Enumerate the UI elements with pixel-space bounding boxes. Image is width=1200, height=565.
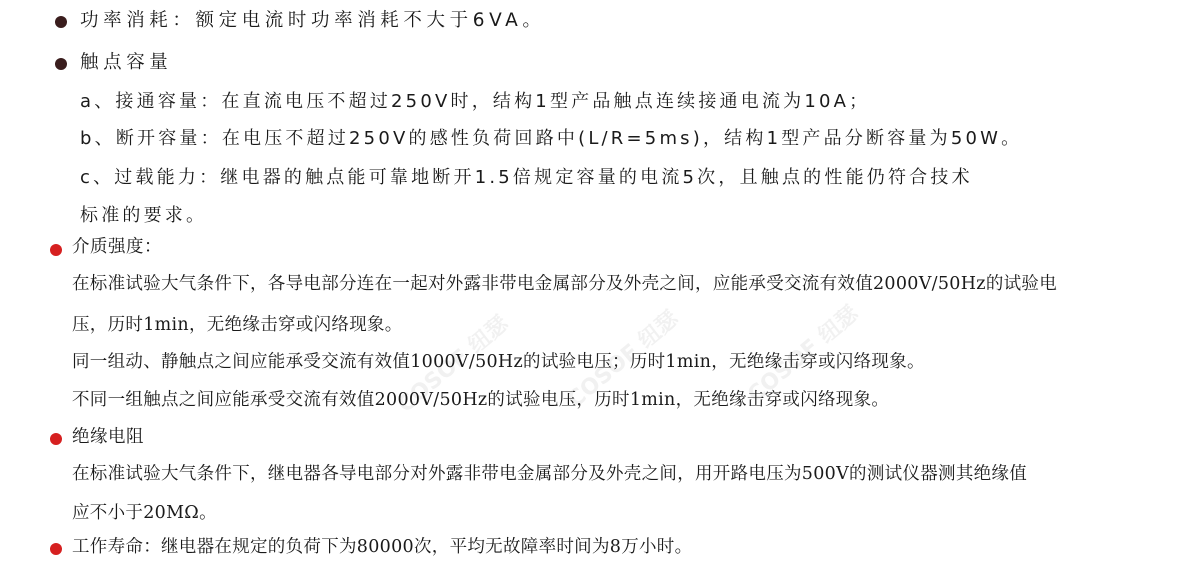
insulation-heading: 绝缘电阻: [72, 427, 144, 447]
contact-item-c-line2: 标准的要求。: [80, 205, 208, 226]
insulation-line2: 应不小于20MΩ。: [72, 503, 217, 523]
watermark-2: COSOF 纽瑟: [563, 306, 684, 413]
contact-capacity-heading: 触点容量: [80, 52, 173, 73]
contact-item-c-line1: c、过载能力：继电器的触点能可靠地断开1.5倍规定容量的电流5次，且触点的性能仍符合技术: [80, 167, 973, 188]
working-life-line: 工作寿命：继电器在规定的负荷下为80000次，平均无故障率时间为8万小时。: [72, 537, 693, 557]
bullet-dark-power: [55, 16, 67, 28]
contact-item-b: b、断开容量：在电压不超过250V的感性负荷回路中(L/R=5ms)，结构1型产品分断容量为50W。: [80, 128, 1023, 149]
watermark-3: COSOF 纽瑟: [743, 301, 864, 408]
dielectric-p2: 同一组动、静触点之间应能承受交流有效值1000V/50Hz的试验电压；历时1min，无绝缘击穿或闪络现象。: [72, 352, 925, 372]
bullet-red-life: [50, 543, 62, 555]
dielectric-p1-line2: 压，历时1min，无绝缘击穿或闪络现象。: [72, 315, 403, 335]
watermark-1: COSOF 纽瑟: [393, 311, 514, 418]
contact-item-a: a、接通容量：在直流电压不超过250V时，结构1型产品触点连续接通电流为10A；: [80, 91, 871, 112]
dielectric-p1-line1: 在标准试验大气条件下，各导电部分连在一起对外露非带电金属部分及外壳之间，应能承受交流有效值2000V/50Hz的试验电: [72, 274, 1058, 294]
dielectric-p3: 不同一组触点之间应能承受交流有效值2000V/50Hz的试验电压，历时1min，无绝缘击穿或闪络现象。: [72, 390, 890, 410]
dielectric-heading: 介质强度：: [72, 237, 162, 257]
power-consumption-line: 功率消耗：额定电流时功率消耗不大于6VA。: [80, 10, 546, 31]
bullet-dark-contact: [55, 58, 67, 70]
bullet-red-dielectric: [50, 244, 62, 256]
bullet-red-insulation: [50, 433, 62, 445]
insulation-line1: 在标准试验大气条件下，继电器各导电部分对外露非带电金属部分及外壳之间，用开路电压为500V的测试仪器测其绝缘值: [72, 464, 1028, 484]
